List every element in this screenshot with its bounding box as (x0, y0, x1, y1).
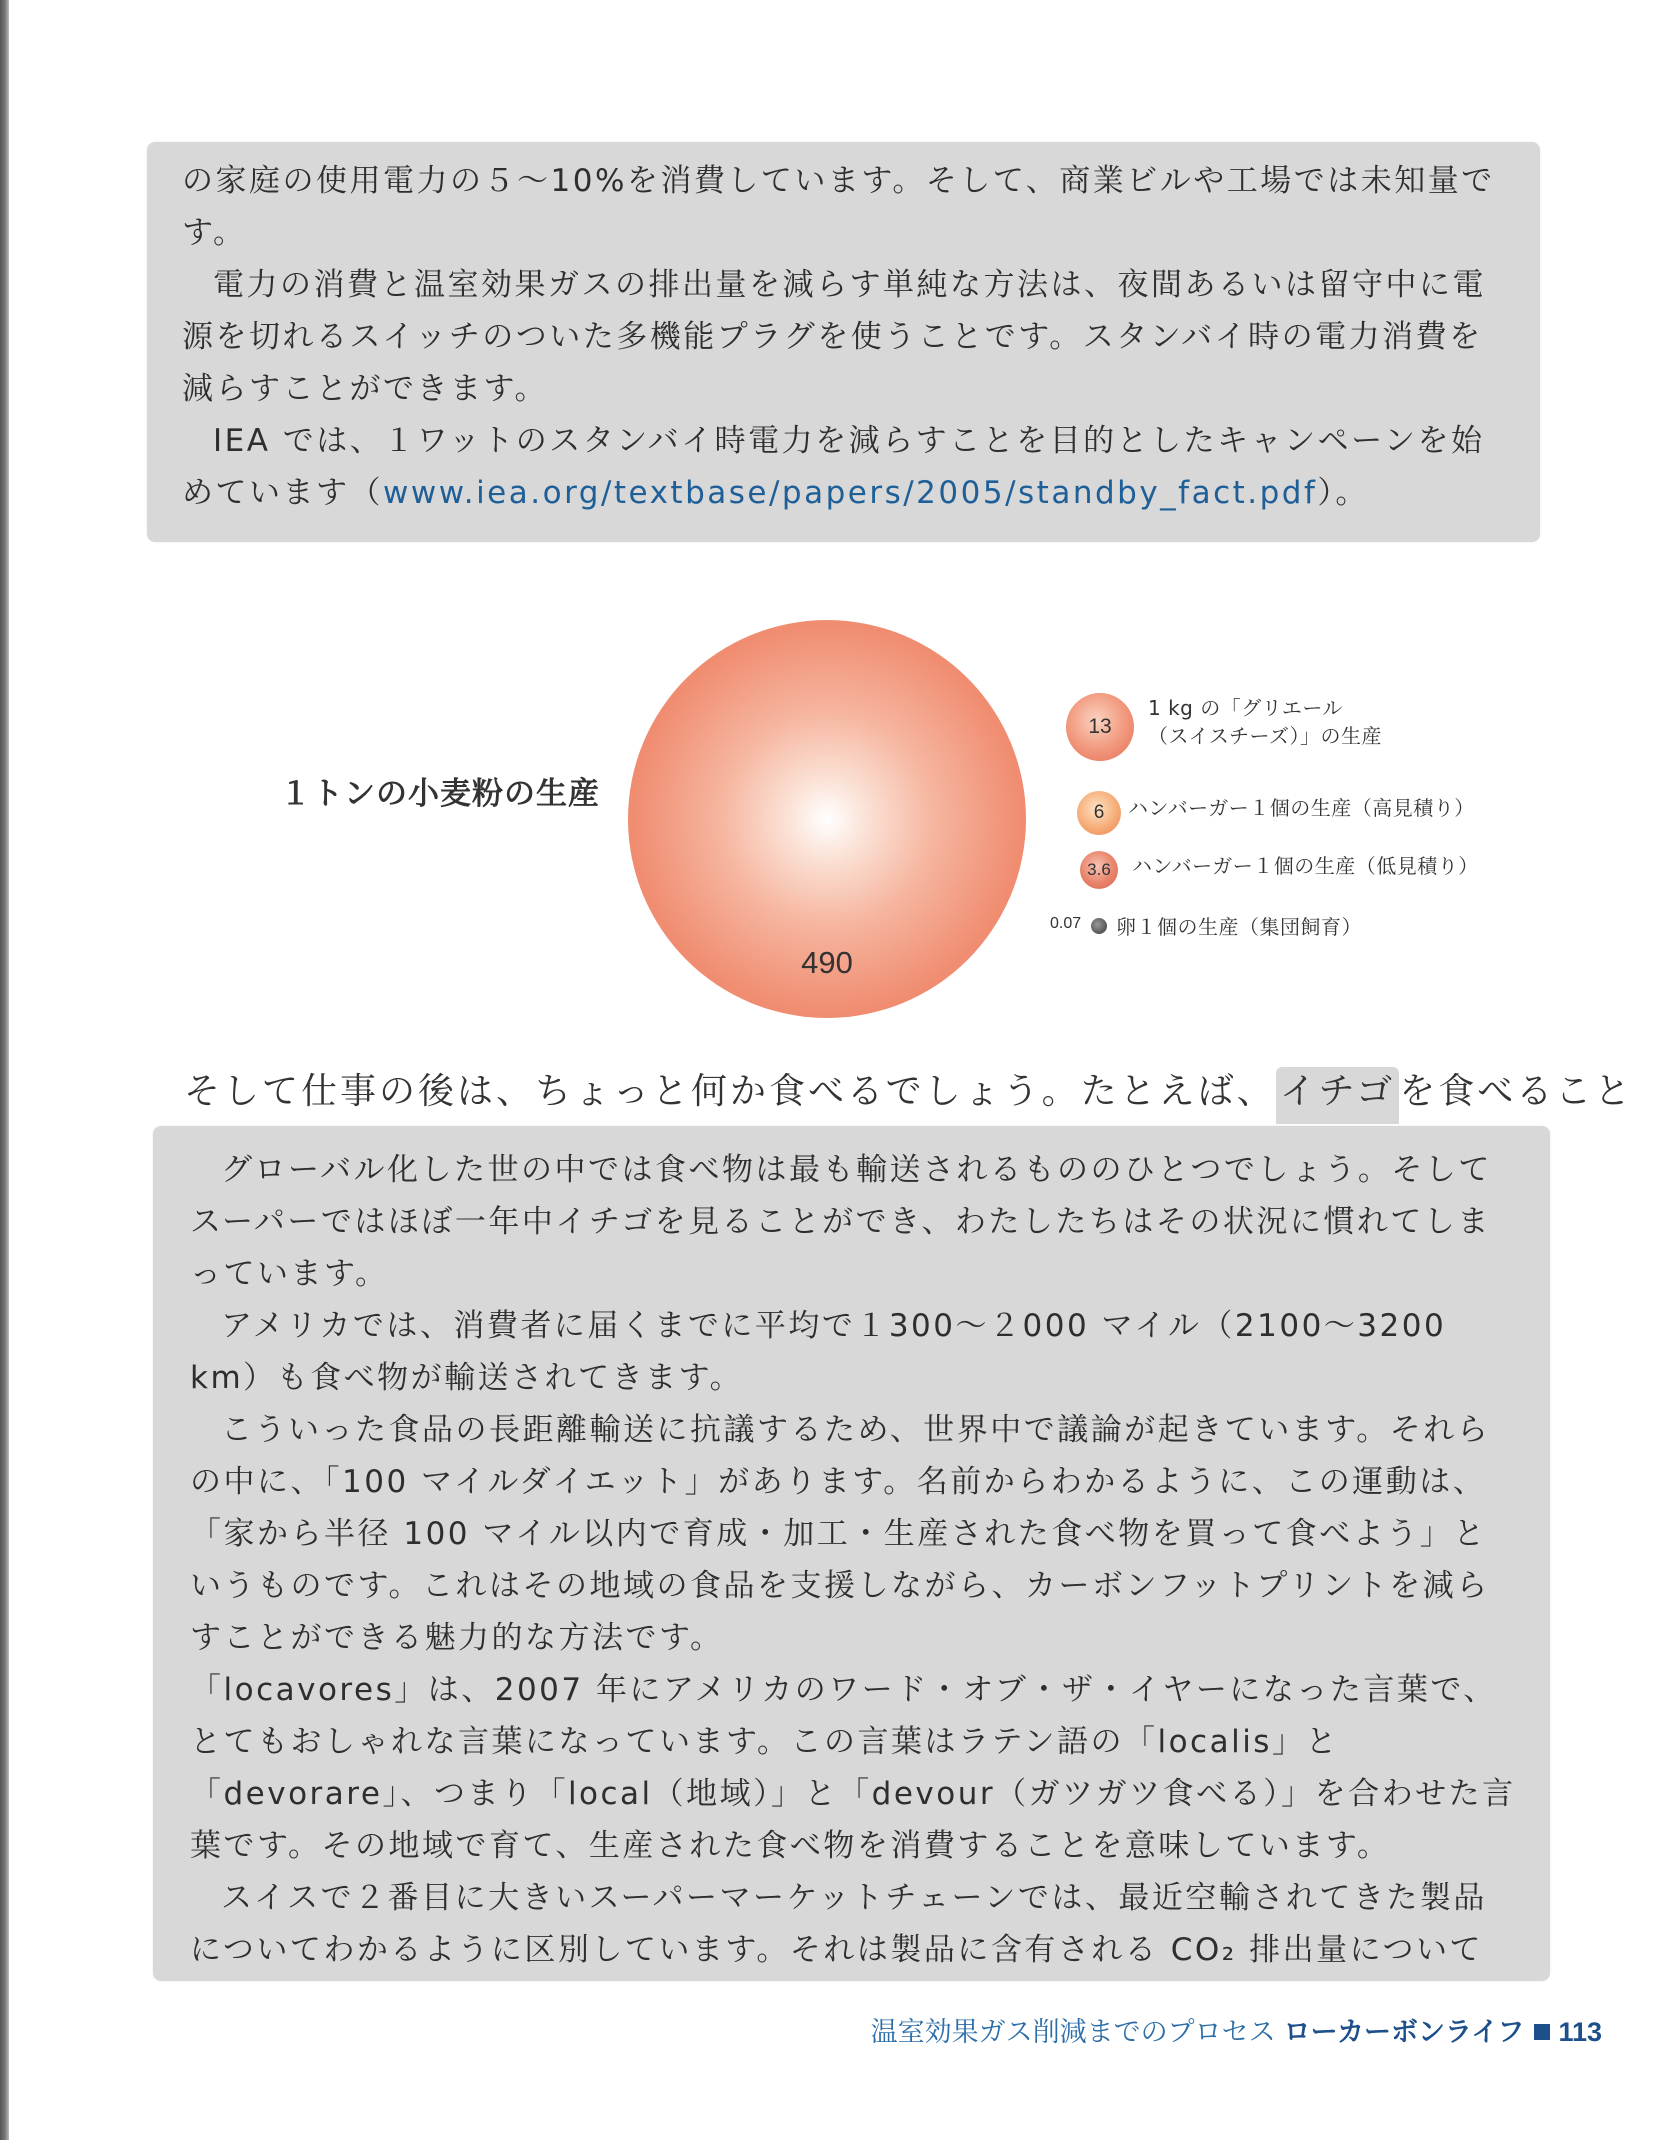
label-line: 1 kg の「グリエール (1148, 696, 1343, 720)
paragraph-text: ）。 (1317, 475, 1369, 511)
bubble-value: 13 (1088, 715, 1112, 738)
egg-label: 卵１個の生産（集団飼育） (1116, 915, 1362, 939)
flour-emission-value: 490 (801, 945, 853, 980)
egg-emission-value: 0.07 (1050, 915, 1082, 932)
flour-production-label: １トンの小麦粉の生産 (280, 776, 600, 812)
label-line: （スイスチーズ）」の生産 (1148, 724, 1382, 748)
paragraph: 「locavores」は、2007 年にアメリカのワード・オブ・ザ・イヤーになった言葉で、とてもおしゃれな言葉になっています。この言葉はラテン語の「localis」と「devorare」、つまり「local（地域）」と「devour（ガツガツ食べる）」を合わせた言葉です。その地域で育て、生産された食べ物を消費することを意味しています。 (190, 1672, 1516, 1864)
paragraph: 電力の消費と温室効果ガスの排出量を減らす単純な方法は、夜間あるいは留守中に電源を切れるスイッチのついた多機能プラグを使うことです。スタンバイ時の電力消費を減らすことができます。 (182, 267, 1486, 407)
paragraph (182, 415, 1512, 519)
footer-section: 温室効果ガス削減までのプロセス (870, 2017, 1276, 2048)
hamburger-high-label: ハンバーガー１個の生産（高見積り） (1128, 796, 1475, 820)
gruyere-label (1148, 694, 1382, 750)
iea-url-link[interactable]: www.iea.org/textbase/papers/2005/standby_fact.pdf (383, 475, 1318, 511)
paragraph-text: IEA では、１ワットのスタンバイ時電力を減らすことを目的としたキャンペーンを始めています（ (182, 423, 1485, 511)
paragraph: スイスで２番目に大きいスーパーマーケットチェーンでは、最近空輸されてきた製品についてわかるように区別しています。それは製品に含有される CO₂ 排出量について (190, 1880, 1487, 1968)
paragraph: の家庭の使用電力の５～10%を消費しています。そして、商業ビルや工場では未知量です。 (182, 163, 1495, 251)
gruyere-emission-bubble (1066, 693, 1134, 761)
hamburger-low-label: ハンバーガー１個の生産（低見積り） (1132, 854, 1479, 878)
main-text-before: そして仕事の後は、ちょっと何か食べるでしょう。たとえば、 (184, 1071, 1276, 1112)
egg-emission-bubble (1091, 918, 1107, 934)
square-bullet-icon (1534, 2024, 1550, 2040)
page-binding-edge (0, 0, 9, 2140)
main-text-after: を食べること (1399, 1071, 1634, 1112)
highlighted-term: イチゴ (1276, 1067, 1400, 1124)
paragraph: こういった食品の長距離輸送に抗議するため、世界中で議論が起きています。それらの中に、「100 マイルダイエット」があります。名前からわかるように、この運動は、「家から半径 100 マイル以内で育成・加工・生産された食べ物を買って食べよう」というものです。これはその地域の食品を支援しながら、カーボンフットプリントを減らすことができる魅力的な方法です。 (190, 1412, 1491, 1656)
page-number: 113 (1558, 2017, 1602, 2047)
info-box-top (147, 142, 1540, 542)
main-text-line (184, 1063, 1634, 1114)
info-box-bottom (153, 1126, 1550, 1981)
bubble-value: 6 (1093, 802, 1105, 823)
hamburger-high-bubble (1077, 791, 1121, 835)
paragraph: グローバル化した世の中では食べ物は最も輸送されるもののひとつでしょう。そしてスーパーではほぼ一年中イチゴを見ることができ、わたしたちはその状況に慣れてしまっています。 (190, 1152, 1492, 1292)
footer-chapter: ローカーボンライフ (1283, 2017, 1525, 2048)
hamburger-low-bubble (1080, 851, 1118, 889)
bubble-value: 3.6 (1087, 860, 1111, 879)
page-footer (871, 2010, 1602, 2049)
paragraph: アメリカでは、消費者に届くまでに平均で１300～２000 マイル（2100～3200 km）も食べ物が輸送されてきます。 (190, 1308, 1447, 1396)
